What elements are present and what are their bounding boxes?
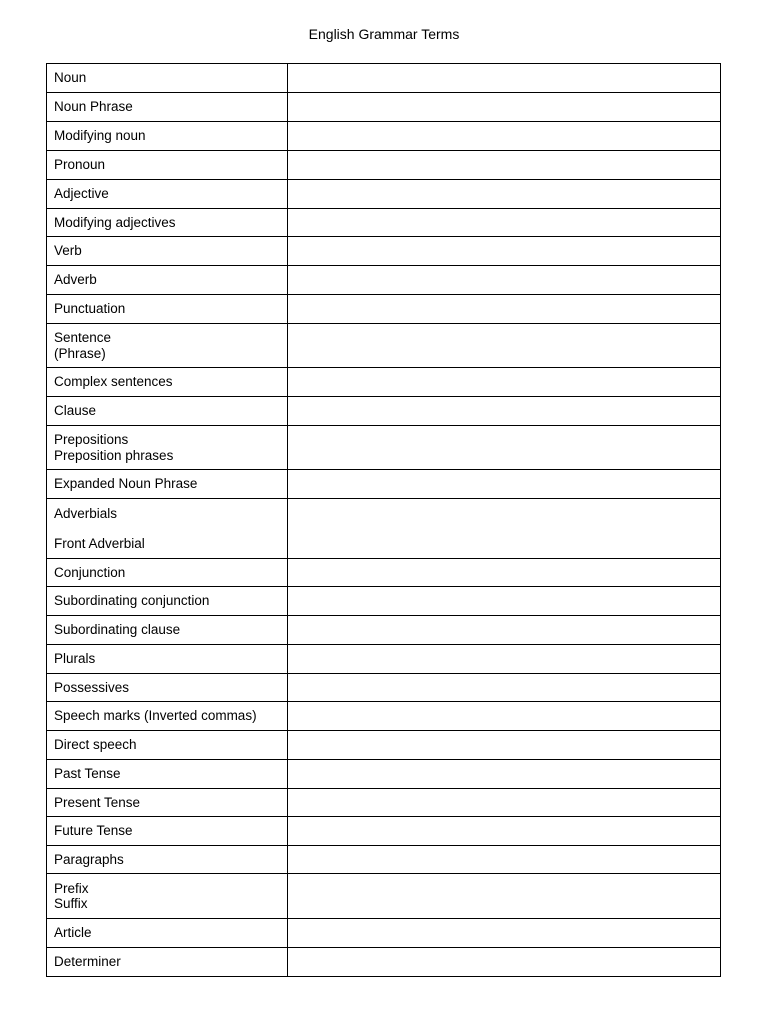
table-row xyxy=(47,397,721,426)
term-label: Suffix xyxy=(54,896,88,911)
term-cell xyxy=(47,397,288,426)
table-row xyxy=(47,731,721,760)
term-cell xyxy=(47,702,288,731)
term-label: Future Tense xyxy=(54,823,133,839)
term-cell xyxy=(47,846,288,874)
grammar-terms-table xyxy=(46,63,721,977)
term-label: Plurals xyxy=(54,651,96,667)
term-label: Past Tense xyxy=(54,766,121,782)
definition-cell xyxy=(288,368,721,397)
table-row xyxy=(47,674,721,702)
definition-cell xyxy=(288,948,721,977)
page-title: English Grammar Terms xyxy=(308,26,460,42)
term-label: Adverb xyxy=(54,272,97,288)
definition-cell xyxy=(288,731,721,760)
term-label: Preposition phrases xyxy=(54,447,174,463)
term-cell xyxy=(47,426,288,470)
term-label: Complex sentences xyxy=(54,374,173,390)
table-row xyxy=(47,948,721,977)
table-row xyxy=(47,64,721,93)
term-label: Prefix xyxy=(54,880,89,896)
table-row xyxy=(47,587,721,616)
definition-cell xyxy=(288,324,721,368)
term-label: Noun xyxy=(54,70,87,86)
definition-cell xyxy=(288,616,721,645)
table-row xyxy=(47,122,721,151)
term-label: Subordinating clause xyxy=(54,622,181,638)
table-row xyxy=(47,616,721,645)
term-label: Subordinating conjunction xyxy=(54,593,210,609)
table-row xyxy=(47,702,721,731)
term-label: Possessives xyxy=(54,679,130,695)
table-row xyxy=(47,470,721,499)
term-cell xyxy=(47,93,288,122)
definition-cell xyxy=(288,180,721,209)
term-label: Sentence xyxy=(54,330,112,345)
term-label: Clause xyxy=(54,403,97,419)
definition-cell xyxy=(288,674,721,702)
term-cell xyxy=(47,874,288,919)
term-label: (Phrase) xyxy=(54,345,106,361)
term-gap xyxy=(54,521,287,536)
definition-cell xyxy=(288,702,721,731)
table-row xyxy=(47,760,721,789)
definition-cell xyxy=(288,499,721,559)
table-row xyxy=(47,266,721,295)
definition-cell xyxy=(288,209,721,237)
table-row xyxy=(47,817,721,846)
term-label: Noun Phrase xyxy=(54,99,133,115)
term-label: Present Tense xyxy=(54,794,141,810)
definition-cell xyxy=(288,846,721,874)
term-cell xyxy=(47,295,288,324)
table-row xyxy=(47,237,721,266)
term-cell xyxy=(47,122,288,151)
term-cell xyxy=(47,151,288,180)
term-label: Punctuation xyxy=(54,301,126,317)
table-row xyxy=(47,295,721,324)
definition-cell xyxy=(288,151,721,180)
definition-cell xyxy=(288,93,721,122)
table-row xyxy=(47,209,721,237)
table-row xyxy=(47,919,721,948)
table-row xyxy=(47,874,721,919)
term-label: Adjective xyxy=(54,186,109,202)
term-cell xyxy=(47,948,288,977)
table-row xyxy=(47,180,721,209)
definition-cell xyxy=(288,64,721,93)
term-cell xyxy=(47,789,288,817)
definition-cell xyxy=(288,470,721,499)
table-row xyxy=(47,789,721,817)
term-label: Conjunction xyxy=(54,564,126,580)
term-label: Direct speech xyxy=(54,737,137,753)
term-label: Pronoun xyxy=(54,157,106,173)
term-cell xyxy=(47,731,288,760)
table-row xyxy=(47,324,721,368)
definition-cell xyxy=(288,587,721,616)
definition-cell xyxy=(288,874,721,919)
definition-cell xyxy=(288,295,721,324)
term-label: Modifying noun xyxy=(54,128,146,144)
term-cell xyxy=(47,760,288,789)
term-label: Expanded Noun Phrase xyxy=(54,476,198,492)
definition-cell xyxy=(288,237,721,266)
term-cell xyxy=(47,209,288,237)
definition-cell xyxy=(288,645,721,674)
grammar-terms-table-body xyxy=(47,64,721,977)
table-row xyxy=(47,645,721,674)
term-cell xyxy=(47,645,288,674)
definition-cell xyxy=(288,919,721,948)
table-row xyxy=(47,93,721,122)
definition-cell xyxy=(288,397,721,426)
term-label: Paragraphs xyxy=(54,851,124,867)
term-label: Determiner xyxy=(54,954,121,970)
term-cell xyxy=(47,237,288,266)
term-cell xyxy=(47,180,288,209)
term-label: Modifying adjectives xyxy=(54,214,176,230)
table-row xyxy=(47,426,721,470)
term-cell xyxy=(47,324,288,368)
term-cell xyxy=(47,559,288,587)
term-cell xyxy=(47,499,288,559)
definition-cell xyxy=(288,266,721,295)
term-cell xyxy=(47,368,288,397)
definition-cell xyxy=(288,817,721,846)
term-cell xyxy=(47,674,288,702)
definition-cell xyxy=(288,559,721,587)
table-row xyxy=(47,368,721,397)
term-cell xyxy=(47,587,288,616)
definition-cell xyxy=(288,789,721,817)
term-label: Verb xyxy=(54,243,82,259)
term-cell xyxy=(47,817,288,846)
table-row xyxy=(47,499,721,559)
table-row xyxy=(47,846,721,874)
term-cell xyxy=(47,266,288,295)
term-label: Article xyxy=(54,925,92,941)
term-label: Front Adverbial xyxy=(54,536,145,551)
table-row xyxy=(47,559,721,587)
term-label: Adverbials xyxy=(54,505,118,521)
term-cell xyxy=(47,616,288,645)
definition-cell xyxy=(288,426,721,470)
table-row xyxy=(47,151,721,180)
definition-cell xyxy=(288,122,721,151)
term-label: Prepositions xyxy=(54,432,129,447)
term-cell xyxy=(47,919,288,948)
term-cell xyxy=(47,64,288,93)
term-label: Speech marks (Inverted commas) xyxy=(54,708,257,724)
definition-cell xyxy=(288,760,721,789)
term-cell xyxy=(47,470,288,499)
